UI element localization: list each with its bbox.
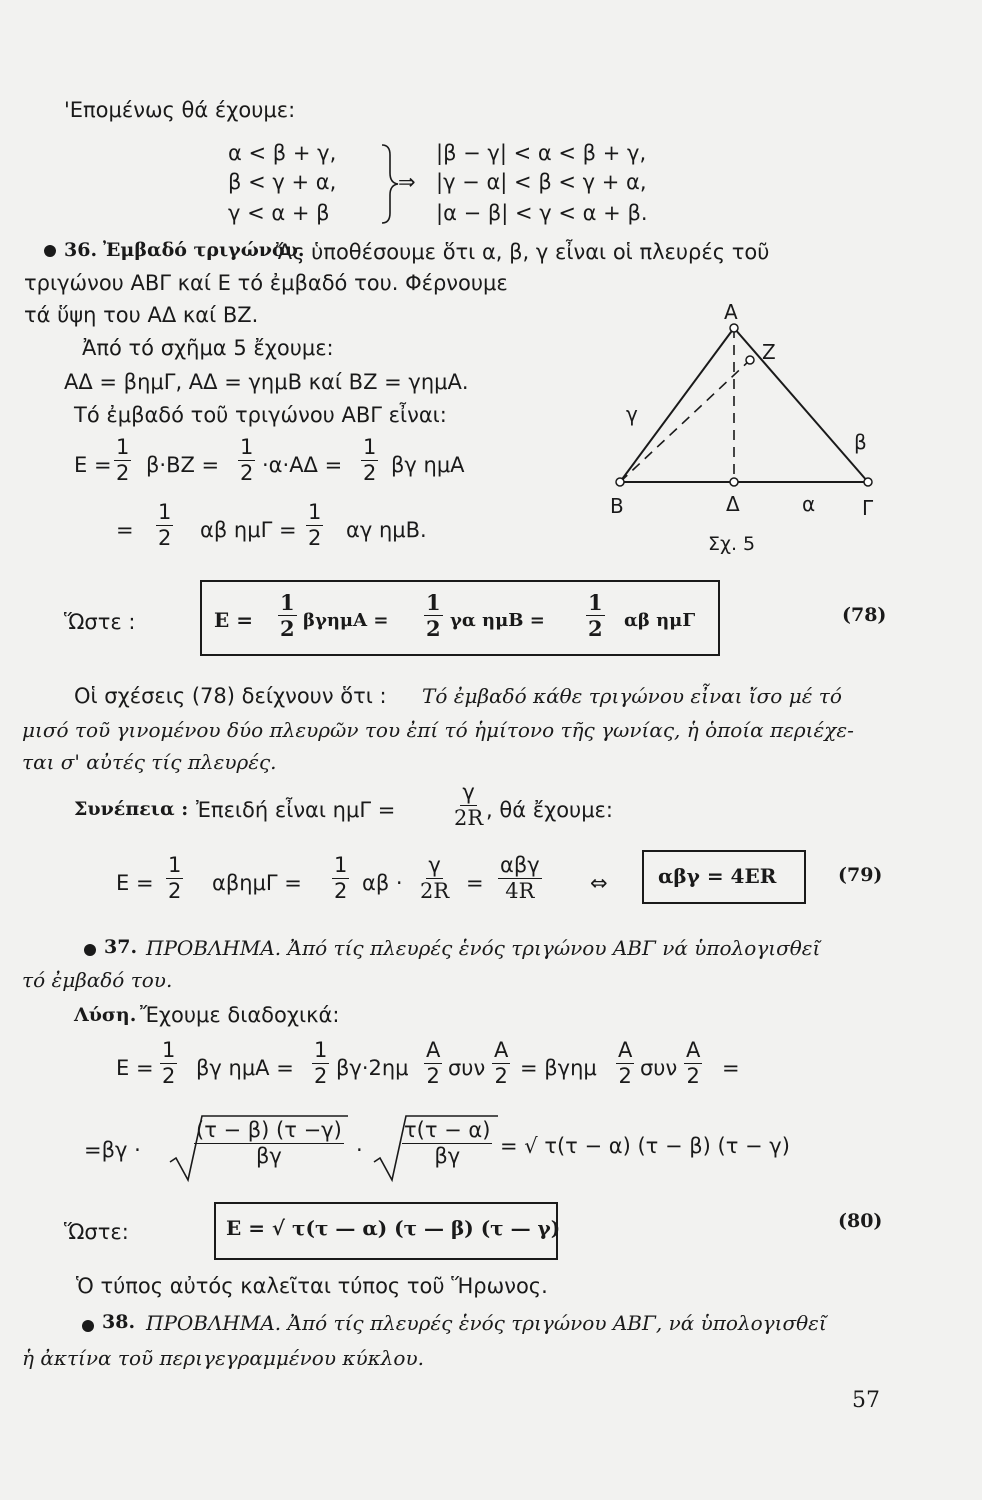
e80a-lhs: Ε =	[116, 1056, 154, 1080]
ineq-left-3: γ < α + β	[228, 201, 330, 225]
bullet-38	[82, 1320, 94, 1332]
e79-equiv: ⇔	[590, 871, 608, 895]
box79-text: αβγ = 4ER	[658, 864, 777, 888]
rel-line2: μισό τοῦ γινομένου δύο πλευρῶν του ἐπί τό ἡμίτονο τῆς γωνίας, ἡ ὁποία περιέχε-	[22, 718, 854, 742]
e2-frac-1: $\frac{1}{2}$	[158, 500, 172, 550]
fig-label-Delta: Δ	[726, 492, 740, 516]
s37-line2: τό ἐμβαδό του.	[22, 968, 173, 992]
e1-term-3: βγ ημΑ	[391, 453, 465, 477]
fig-label-A: Α	[724, 300, 738, 324]
rel-line1-a: Οἱ σχέσεις (78) δείχνουν ὅτι :	[74, 684, 387, 708]
box78-term-3: αβ ημΓ	[624, 610, 696, 631]
s37-line1: ΠΡΟΒΛΗΜΑ. Ἀπό τίς πλευρές ἑνός τριγώνου ΑΒΓ νά ὑπολογισθεῖ	[146, 936, 821, 960]
box78-frac-1: $\frac{1}{2}$	[280, 590, 295, 641]
page-number: 57	[852, 1388, 880, 1413]
e79-frac-3: $\frac{\gamma}{2R}$	[420, 853, 450, 903]
s38-line2: ἡ ἀκτίνα τοῦ περιγεγραμμένου κύκλου.	[22, 1346, 424, 1370]
triangle-figure	[600, 300, 880, 560]
rel-line3: ται σ' αὐτές τίς πλευρές.	[22, 750, 277, 774]
e79-frac-1: $\frac{1}{2}$	[168, 853, 182, 903]
e79-term-1: αβημΓ =	[212, 871, 302, 895]
fig-label-Z: Ζ	[762, 340, 776, 364]
e80a-term-1: βγ ημΑ =	[196, 1056, 294, 1080]
bullet-36	[44, 245, 56, 257]
ineq-right-3: |α − β| < γ < α + β.	[436, 201, 648, 225]
e2-term-2: αγ ημΒ.	[346, 518, 427, 542]
e1-frac-3: $\frac{1}{2}$	[363, 435, 377, 485]
e2-eq: =	[116, 518, 134, 542]
synepeia-label: Συνέπεια :	[74, 798, 189, 820]
s36-line2: τριγώνου ΑΒΓ καί Ε τό ἐμβαδό του. Φέρνουμε	[24, 271, 508, 295]
e1-lhs: Ε =	[74, 453, 112, 477]
e79-lhs: Ε =	[116, 871, 154, 895]
e2-frac-2: $\frac{1}{2}$	[308, 500, 322, 550]
synepeia-text: Ἐπειδή εἶναι ημΓ =	[196, 798, 396, 822]
s36-line3: τά ὕψη του ΑΔ καί ΒΖ.	[24, 303, 259, 327]
e80b-tail: = √ τ(τ − α) (τ − β) (τ − γ)	[500, 1134, 790, 1158]
box78-term-2: γα ημΒ =	[450, 610, 545, 631]
e80a-term-2: βγ·2ημ	[336, 1056, 409, 1080]
e2-term-1: αβ ημΓ =	[200, 518, 297, 542]
lysi-text: Ἔχουμε διαδοχικά:	[140, 1003, 340, 1027]
fig-label-B: Β	[610, 494, 624, 518]
ineq-right-2: |γ − α| < β < γ + α,	[436, 170, 647, 194]
lysi-label: Λύση.	[74, 1004, 137, 1026]
box78-lhs: Ε =	[214, 608, 253, 632]
e1-term-1: β·ΒΖ =	[146, 453, 220, 477]
heron-text: Ὁ τύπος αὐτός καλεῖται τύπος τοῦ Ἥρωνος.	[76, 1274, 548, 1298]
s36-line1: Ἄς ὑποθέσουμε ὅτι α, β, γ εἶναι οἱ πλευρές τοῦ	[276, 240, 770, 264]
e80a-frac-5: $\frac{A}{2}$	[618, 1038, 633, 1088]
s36-line6: Τό ἐμβαδό τοῦ τριγώνου ΑΒΓ εἶναι:	[74, 403, 447, 427]
section-36-title: Ἐμβαδό τριγώνου.	[103, 239, 305, 261]
bullet-37	[84, 944, 96, 956]
section-37-number: 37.	[104, 936, 138, 958]
box78-frac-2: $\frac{1}{2}$	[426, 590, 441, 641]
box78-frac-3: $\frac{1}{2}$	[588, 590, 603, 641]
hoste-label-2: Ὥστε:	[64, 1220, 129, 1244]
e80a-eq: =	[722, 1056, 740, 1080]
box78-term-1: βγημΑ =	[303, 610, 389, 631]
e79-frac-2: $\frac{1}{2}$	[334, 853, 348, 903]
e80a-frac-3: $\frac{A}{2}$	[426, 1038, 441, 1088]
e80a-frac-1: $\frac{1}{2}$	[162, 1038, 176, 1088]
equation-number-79: (79)	[838, 864, 883, 886]
e80b-lead: =βγ ·	[84, 1138, 141, 1162]
e1-term-2: ·α·ΑΔ =	[262, 453, 343, 477]
e80a-term-3: συν	[448, 1056, 486, 1080]
fig-label-gamma: γ	[626, 402, 638, 426]
e1-frac-1: $\frac{1}{2}$	[116, 435, 130, 485]
ineq-left-1: α < β + γ,	[228, 141, 337, 165]
e1-frac-2: $\frac{1}{2}$	[240, 435, 254, 485]
synepeia-frac: $\frac{\gamma}{2R}$	[454, 780, 484, 830]
fig-label-alpha: α	[802, 492, 816, 516]
equation-number-80: (80)	[838, 1210, 883, 1232]
e79-frac-4: αβγ 4R	[500, 853, 540, 903]
e79-eq: =	[466, 871, 484, 895]
e80b-radical-frac-1: $\frac{(\tau - \beta) (\tau -\gamma)}{\beta\gamma}$	[196, 1118, 342, 1168]
rel-line1-b: Τό ἐμβαδό κάθε τριγώνου εἶναι ἴσο μέ τό	[422, 684, 842, 708]
synepeia-after: , θά ἔχουμε:	[486, 798, 613, 822]
implies-arrow: ⇒	[398, 170, 416, 194]
e80b-radical-frac-2: $\frac{\tau(\tau - \alpha)}{\beta\gamma}$	[404, 1118, 491, 1168]
e80a-frac-4: $\frac{A}{2}$	[494, 1038, 509, 1088]
ineq-left-2: β < γ + α,	[228, 170, 337, 194]
e79-term-2: αβ ·	[362, 871, 403, 895]
e80a-term-4: = βγημ	[520, 1056, 597, 1080]
intro-text: 'Επομένως θά έχουμε:	[64, 98, 296, 122]
s36-line5: ΑΔ = βημΓ, ΑΔ = γημΒ καί ΒΖ = γημΑ.	[64, 370, 469, 394]
equation-number-78: (78)	[842, 604, 887, 626]
section-38-number: 38.	[102, 1311, 136, 1333]
s38-line1: ΠΡΟΒΛΗΜΑ. Ἀπό τίς πλευρές ἑνός τριγώνου ΑΒΓ, νά ὑπολογισθεῖ	[146, 1311, 827, 1335]
ineq-right-1: |β − γ| < α < β + γ,	[436, 141, 647, 165]
hoste-label-1: Ὥστε :	[64, 610, 136, 634]
section-36-number: 36.	[64, 239, 98, 261]
e80b-dot: ·	[356, 1138, 363, 1162]
figure-caption: Σχ. 5	[708, 533, 756, 555]
e80a-frac-6: $\frac{A}{2}$	[686, 1038, 701, 1088]
box80-text: Ε = √ τ(τ — α) (τ — β) (τ — γ)	[226, 1216, 561, 1240]
e80a-frac-2: $\frac{1}{2}$	[314, 1038, 328, 1088]
s36-line4: Ἀπό τό σχῆμα 5 ἔχουμε:	[82, 336, 334, 360]
right-brace	[380, 143, 400, 225]
e80a-term-5: συν	[640, 1056, 678, 1080]
fig-label-beta: β	[854, 430, 867, 454]
fig-label-G: Γ	[862, 496, 874, 520]
